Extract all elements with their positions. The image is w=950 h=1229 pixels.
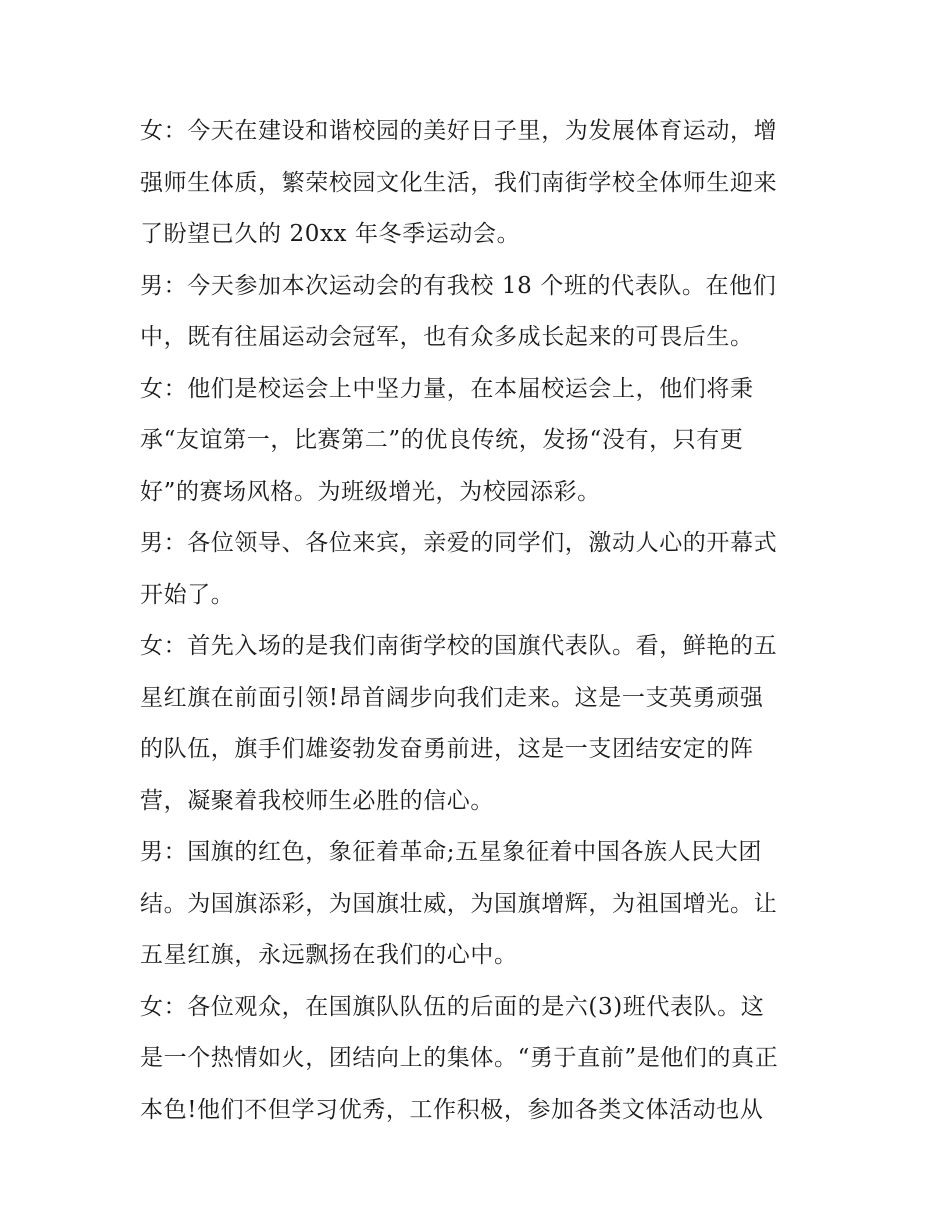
text-line: 五星红旗，永远飘扬在我们的心中。 bbox=[140, 942, 518, 968]
text-line: 开始了。 bbox=[140, 581, 235, 608]
text-line: 了盼望已久的 20xx 年冬季运动会。 bbox=[140, 221, 521, 247]
text-line: 中，既有往届运动会冠军，也有众多成长起来的可畏后生。 bbox=[140, 324, 754, 350]
text-line: 女：各位观众，在国旗队队伍的后面的是六(3)班代表队。这 bbox=[140, 993, 765, 1020]
text-line: 营，凝聚着我校师生必胜的信心。 bbox=[140, 787, 494, 814]
text-line: 女：今天在建设和谐校园的美好日子里，为发展体育运动，增 bbox=[140, 118, 778, 144]
text-line: 星红旗在前面引领!昂首阔步向我们走来。这是一支英勇顽强 bbox=[140, 684, 764, 711]
text-line: 的队伍，旗手们雄姿勃发奋勇前进，这是一支团结安定的阵 bbox=[140, 736, 754, 762]
text-line: 好”的赛场风格。为班级增光，为校园添彩。 bbox=[140, 478, 601, 505]
document-body bbox=[140, 111, 820, 1141]
text-line: 承“友谊第一，比赛第二”的优良传统，发扬“没有，只有更 bbox=[140, 427, 744, 453]
text-line: 男：各位领导、各位来宾，亲爱的同学们，激动人心的开幕式 bbox=[140, 530, 778, 556]
text-line: 男：今天参加本次运动会的有我校 18 个班的代表队。在他们 bbox=[140, 272, 777, 299]
text-line: 是一个热情如火，团结向上的集体。“勇于直前”是他们的真正 bbox=[140, 1045, 779, 1071]
text-line: 结。为国旗添彩，为国旗壮威，为国旗增辉，为祖国增光。让 bbox=[140, 890, 778, 917]
text-line: 女：首先入场的是我们南街学校的国旗代表队。看，鲜艳的五 bbox=[140, 633, 778, 659]
text-line: 男：国旗的红色，象征着革命;五星象征着中国各族人民大团 bbox=[140, 839, 762, 865]
text-line: 本色!他们不但学习优秀，工作积极，参加各类文体活动也从 bbox=[140, 1096, 764, 1123]
text-line: 强师生体质，繁荣校园文化生活，我们南街学校全体师生迎来 bbox=[140, 169, 778, 196]
text-line: 女：他们是校运会上中坚力量，在本届校运会上，他们将秉 bbox=[140, 375, 754, 402]
